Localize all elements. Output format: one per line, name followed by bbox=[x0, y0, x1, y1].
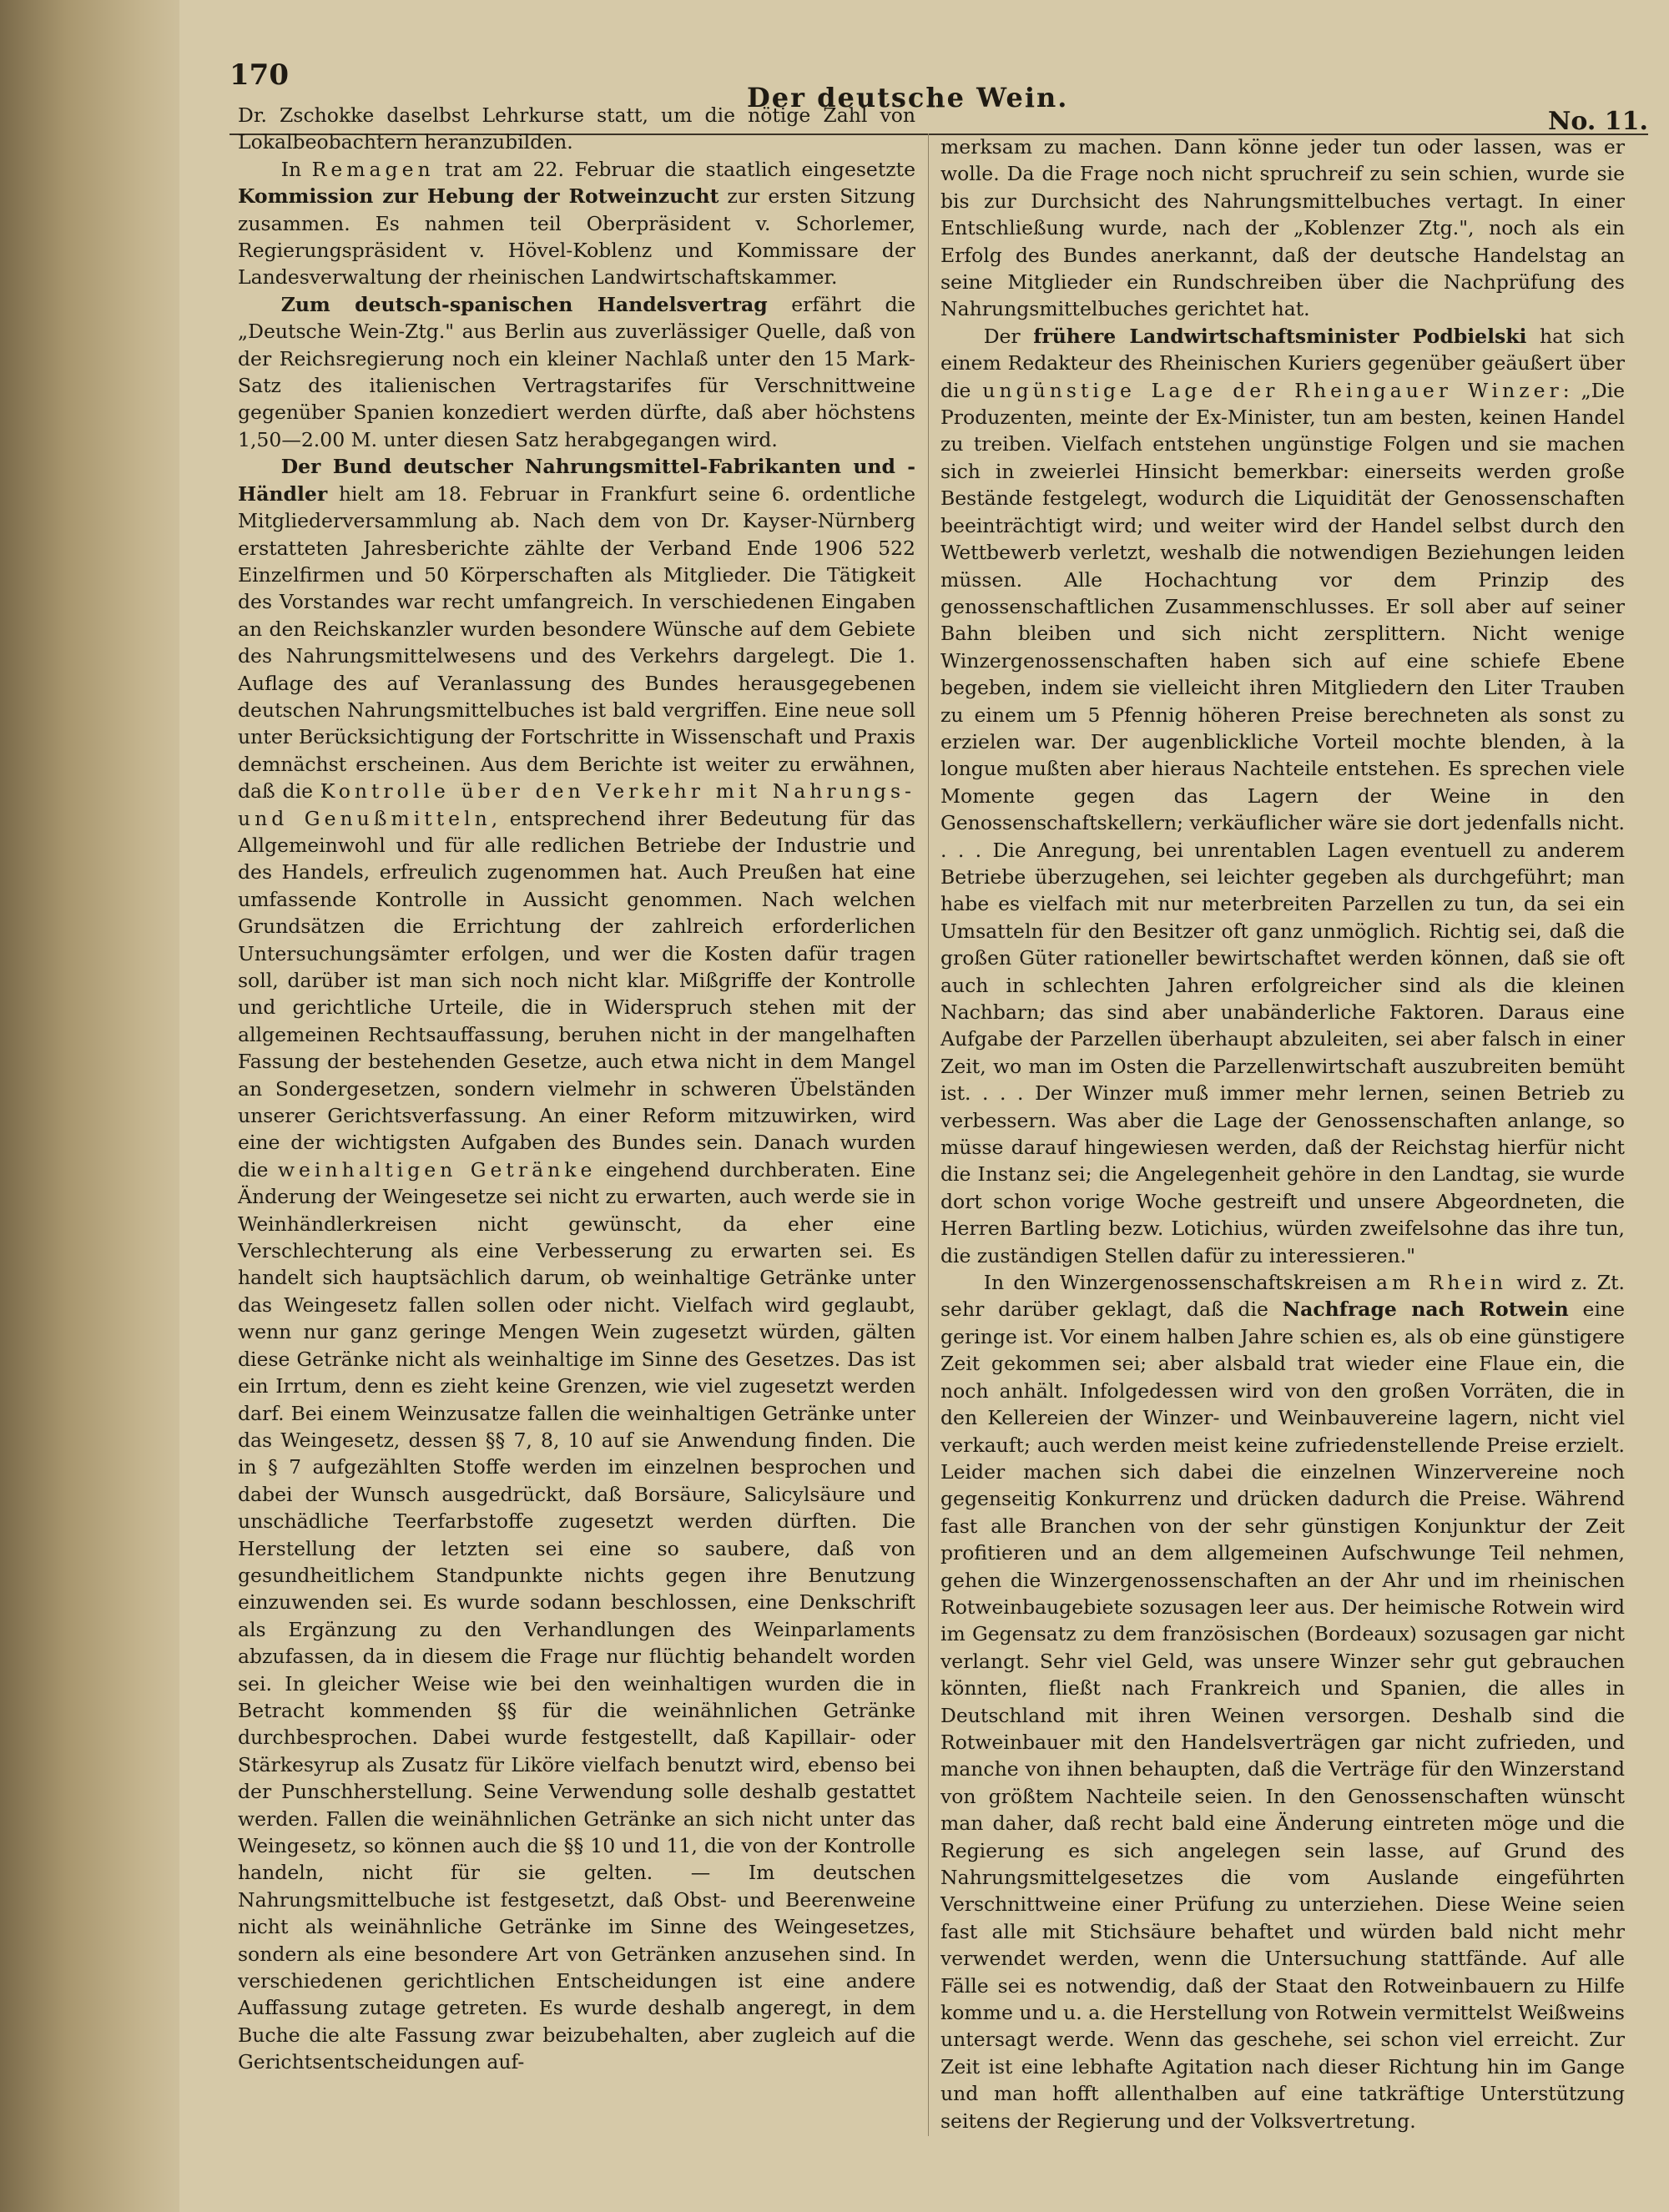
paragraph-podbielski: Der frühere Landwirtschaftsminister Podbielski hat sich einem Redakteur des Rheinischen Kuriers gegenüber geäußert über die ungünstige Lage der Rheingauer Winzer: „Die Produzenten, meinte der Ex-Minister, tun am besten, keinen Handel zu treiben. Vielfach entstehen ungünstige Folgen und sie machen sich in zweierlei Hinsicht bemerkbar: einerseits werden große Bestände festgelegt, wodurch die Liquidität der Genossenschaften beeinträchtigt wird; und weiter wird der Handel selbst durch den Wettbewerb verletzt, weshalb die notwendigen Beziehungen leiden müssen. Alle Hochachtung vor dem Prinzip des genossenschaftlichen Zusammenschlusses. Er soll aber auf seiner Bahn bleiben und sich nicht zersplittern. Nicht wenige Winzergenossenschaften haben sich auf eine schiefe Ebene begeben, indem sie vielleicht ihren Mitgliedern den Liter Trauben zu einem um 5 Pfennig höheren Preise berechneten als sonst zu erzielen war. Der augenblickliche Vorteil mochte blenden, à la longue mußten aber hieraus Nachteile entstehen. Es sprechen viele Momente gegen das Lagern der Weine in den Genossenschaftskellern; verkäuflicher wäre sie dort jedenfalls nicht. . . . Die Anregung, bei unrentablen Lagen eventuell zu anderem Betriebe überzugehen, sei leichter gegeben als durchgeführt; man habe es vielfach mit nur meterbreiten Parzellen zu tun, da sei ein Umsatteln für den Besitzer oft ganz unmöglich. Richtig sei, daß die großen Güter rationeller bewirtschaftet werden können, daß sie oft auch in schlechten Jahren erfolgreicher sind als die kleinen Nachbarn; das sind aber unabänderliche Faktoren. Daraus eine Aufgabe der Parzellen überhaupt abzuleiten, sei aber falsch in einer Zeit, wo man im Osten die Parzellenwirtschaft auszubreiten bemüht ist. . . . Der Winzer muß immer mehr lernen, seinen Betrieb zu verbessern. Was aber die Lage der Genossenschaften anlange, so müsse darauf hingewiesen werden, daß der Reichstag hierfür nicht die Instanz sei; die Angelegenheit gehöre in den Landtag, sie wurde dort schon vorige Woche gestreift und unsere Abgeordneten, die Herren Bartling bezw. Lotichius, würden zweifelsohne das ihre tun, die zuständigen Stellen dafür zu interessieren." bbox=[940, 324, 1625, 1267]
headline-podbielski: frühere Landwirtschaftsminister Podbielski bbox=[1033, 324, 1527, 348]
paragraph-continuation: merksam zu machen. Dann könne jeder tun oder lassen, was er wolle. Da die Frage noch nicht spruchreif zu sein schien, wurde sie bis zur Durchsicht des Nahrungsmittelbuches vertagt. In einer Entschließung wurde, nach der „Koblenzer Ztg.", noch als ein Erfolg des Bundes anerkannt, daß der deutsche Handelstag an seine Mitglieder ein Rundschreiben über die Nachprüfung des Nahrungsmittelbuches gerichtet hat. bbox=[940, 135, 1625, 321]
headline-handelsvertrag: Zum deutsch-spanischen Handelsvertrag bbox=[280, 292, 768, 316]
left-column bbox=[238, 102, 915, 2076]
headline-nahrungsmittel-bund: Der Bund deutscher Nahrungsmittel-Fabrikanten und -Händler bbox=[238, 455, 915, 506]
spaced-kontrolle: Kontrolle über den Verkehr mit Nahrungs- und Genußmitteln bbox=[238, 779, 915, 830]
paragraph-nahrungsmittel-bund: Der Bund deutscher Nahrungsmittel-Fabrikanten und -Händler hielt am 18. Februar in Frankfurt seine 6. ordentliche Mitgliederversammlung ab. Nach dem von Dr. Kayser-Nürnberg erstatteten Jahresberichte zählte der Verband Ende 1906 522 Einzelfirmen und 50 Körperschaften als Mitglieder. Die Tätigkeit des Vorstandes war recht umfangreich. In verschiedenen Eingaben an den Reichskanzler wurden besondere Wünsche auf dem Gebiete des Nahrungsmittelwesens und des Verkehrs dargelegt. Die 1. Auflage des auf Veranlassung des Bundes herausgegebenen deutschen Nahrungsmittelbuches ist bald vergriffen. Eine neue soll unter Berücksichtigung der Fortschritte in Wissenschaft und Praxis demnächst erscheinen. Aus dem Berichte ist weiter zu erwähnen, daß die Kontrolle über den Verkehr mit Nahrungs- und Genußmitteln, entsprechend ihrer Bedeutung für das Allgemeinwohl und für alle redlichen Betriebe der Industrie und des Handels, erfreulich zugenommen hat. Auch Preußen hat eine umfassende Kontrolle in Aussicht genommen. Nach welchen Grundsätzen die Errichtung der zahlreich erforderlichen Untersuchungsämter erfolgen, und wer die Kosten dafür tragen soll, darüber ist man sich noch nicht klar. Mißgriffe der Kontrolle und gerichtliche Urteile, die in Widerspruch stehen mit der allgemeinen Rechtsauffassung, beruhen nicht in der mangelhaften Fassung der bestehenden Gesetze, auch etwa nicht in dem Mangel an Sondergesetzen, sondern vielmehr in schweren Übelständen unserer Gerichtsverfassung. An einer Reform mitzuwirken, wird eine der wichtigsten Aufgaben des Bundes sein. Danach wurden die weinhaltigen Getränke eingehend durchberaten. Eine Änderung der Weingesetze sei nicht zu erwarten, auch werde sie in Weinhändlerkreisen nicht gewünscht, da eher eine Verschlechterung als eine Verbesserung zu erwarten sei. Es handelt sich hauptsächlich darum, ob weinhaltige Getränke unter das Weingesetz fallen sollen oder nicht. Vielfach wird geglaubt, wenn nur ganz geringe Mengen Wein zugesetzt würden, gälten diese Getränke nicht als weinhaltige im Sinne des Gesetzes. Das ist ein Irrtum, denn es zieht keine Grenzen, wie viel zugesetzt werden darf. Bei einem Weinzusatze fallen die weinhaltigen Getränke unter das Weingesetz, dessen §§ 7, 8, 10 auf sie Anwendung finden. Die in § 7 aufgezählten Stoffe werden im einzelnen besprochen und dabei der Wunsch ausgedrückt, daß Borsäure, Salicylsäure und unschädliche Teerfarbstoffe zugesetzt werden dürften. Die Herstellung der letzten sei eine so saubere, daß von gesundheitlichem Standpunkte nichts gegen ihre Benutzung einzuwenden sei. Es wurde sodann beschlossen, eine Denkschrift als Ergänzung zu den Verhandlungen des Weinparlaments abzufassen, da in diesem die Frage nur flüchtig behandelt worden sei. In gleicher Weise wie bei den weinhaltigen wurden die in Betracht kommenden §§ für die weinähnlichen Getränke durchbesprochen. Dabei wurde festgestellt, daß Kapillair- oder Stärkesyrup als Zusatz für Liköre vielfach benutzt wird, ebenso bei der Punschherstellung. Seine Verwendung solle deshalb gestattet werden. Fallen die weinähnlichen Getränke an sich nicht unter das Weingesetz, so können auch die §§ 10 und 11, die von der Kontrolle handeln, nicht für sie gelten. — Im deutschen Nahrungsmittelbuche ist festgesetzt, daß Obst- und Beerenweine nicht als weinähnliche Getränke im Sinne des Weingesetzes, sondern als eine besondere Art von Getränken anzusehen sind. In verschiedenen gerichtlichen Entscheidungen ist eine andere Auffassung zutage getreten. Es wurde deshalb angeregt, in dem Buche die alte Fassung zwar beizubehalten, aber zugleich auf die Gerichtsentscheidungen auf- bbox=[238, 455, 915, 2074]
right-column bbox=[940, 134, 1625, 2134]
paragraph-lokalbeobachter: Dr. Zschokke daselbst Lehrkurse statt, um die nötige Zahl von Lokalbeobachtern heranzubilden. bbox=[238, 103, 915, 154]
headline-nachfrage-rotwein: Nachfrage nach Rotwein bbox=[1282, 1297, 1569, 1322]
journal-title: Der deutsche Wein. bbox=[747, 82, 1069, 113]
page-number: 170 bbox=[229, 58, 289, 92]
paragraph-handelsvertrag: Zum deutsch-spanischen Handelsvertrag erfährt die „Deutsche Wein-Ztg." aus Berlin aus zuverlässiger Quelle, daß von der Reichsregierung noch ein kleiner Nachlaß unter den 15 Mark-Satz des italienischen Vertragstarifes für Verschnittweine gegenüber Spanien konzediert werden dürfte, daß aber höchstens 1,50—2.00 M. unter diesen Satz herabgegangen wird. bbox=[238, 292, 915, 451]
issue-number: No. 11. bbox=[1548, 107, 1648, 136]
spaced-rheingauer-winzer: ungünstige Lage der Rheingauer Winzer bbox=[982, 378, 1563, 402]
book-binding-gutter bbox=[0, 0, 179, 2212]
column-divider bbox=[928, 134, 929, 2136]
headline-rotweinkommission: Kommission zur Hebung der Rotweinzucht bbox=[238, 184, 719, 209]
journal-page bbox=[179, 0, 1669, 2212]
paragraph-remagen: In Remagen trat am 22. Februar die staatlich eingesetzte Kommission zur Hebung der Rotweinzucht zur ersten Sitzung zusammen. Es nahmen teil Oberpräsident v. Schorlemer, Regierungspräsident v. Hövel-Koblenz und Kommissare der Landesverwaltung der rheinischen Landwirtschaftskammer. bbox=[238, 157, 915, 290]
spaced-weinhaltige-getraenke: weinhaltigen Getränke bbox=[277, 1157, 597, 1182]
spaced-am-rhein: am Rhein bbox=[1376, 1271, 1508, 1295]
paragraph-rotwein-nachfrage: In den Winzergenossenschaftskreisen am Rhein wird z. Zt. sehr darüber geklagt, daß die Nachfrage nach Rotwein eine geringe ist. Vor einem halben Jahre schien es, als ob eine günstigere Zeit gekommen sei; aber alsbald trat wieder eine Flaue ein, die noch anhält. Infolgedessen wird von den großen Vorräten, die in den Kellereien der Winzer- und Weinbauvereine lagern, nicht viel verkauft; auch werden meist keine zufriedenstellende Preise erzielt. Leider machen sich dabei die einzelnen Winzervereine noch gegenseitig Konkurrenz und drücken dadurch die Preise. Während fast alle Branchen von der sehr günstigen Konjunktur der Zeit profitieren und an dem allgemeinen Aufschwunge Teil nehmen, gehen die Winzergenossenschaften an der Ahr und im rheinischen Rotweinbaugebiete sozusagen leer aus. Der heimische Rotwein wird im Gegensatz zu dem französischen (Bordeaux) sozusagen gar nicht verlangt. Sehr viel Geld, was unsere Winzer sehr gut gebrauchen könnten, fließt nach Frankreich und Spanien, die alles in Deutschland mit ihren Weinen versorgen. Deshalb sind die Rotweinbauer mit den Handelsverträgen gar nicht zufrieden, und manche von ihnen behaupten, daß die Verträge für den Winzerstand von größtem Nachteile seien. In den Genossenschaften wünscht man daher, daß recht bald eine Änderung eintreten möge und die Regierung es sich angelegen sein lasse, auf Grund des Nahrungsmittelgesetzes die vom Auslande eingeführten Verschnittweine einer Prüfung zu unterziehen. Diese Weine seien fast alle mit Stichsäure behaftet und würden bald nicht mehr verwendet werden, wenn die Untersuchung stattfände. Auf alle Fälle sei es notwendig, daß der Staat den Rotweinbauern zu Hilfe komme und u. a. die Herstellung von Rotwein vermittelst Weißweins untersagt werde. Wenn das geschehe, sei schon viel erreicht. Zur Zeit ist eine lebhafte Agitation nach dieser Richtung hin im Gange und man hofft allenthalben auf eine tatkräftige Unterstützung seitens der Regierung und der Volksvertretung. bbox=[940, 1271, 1626, 2133]
place-remagen: Remagen bbox=[311, 157, 435, 181]
